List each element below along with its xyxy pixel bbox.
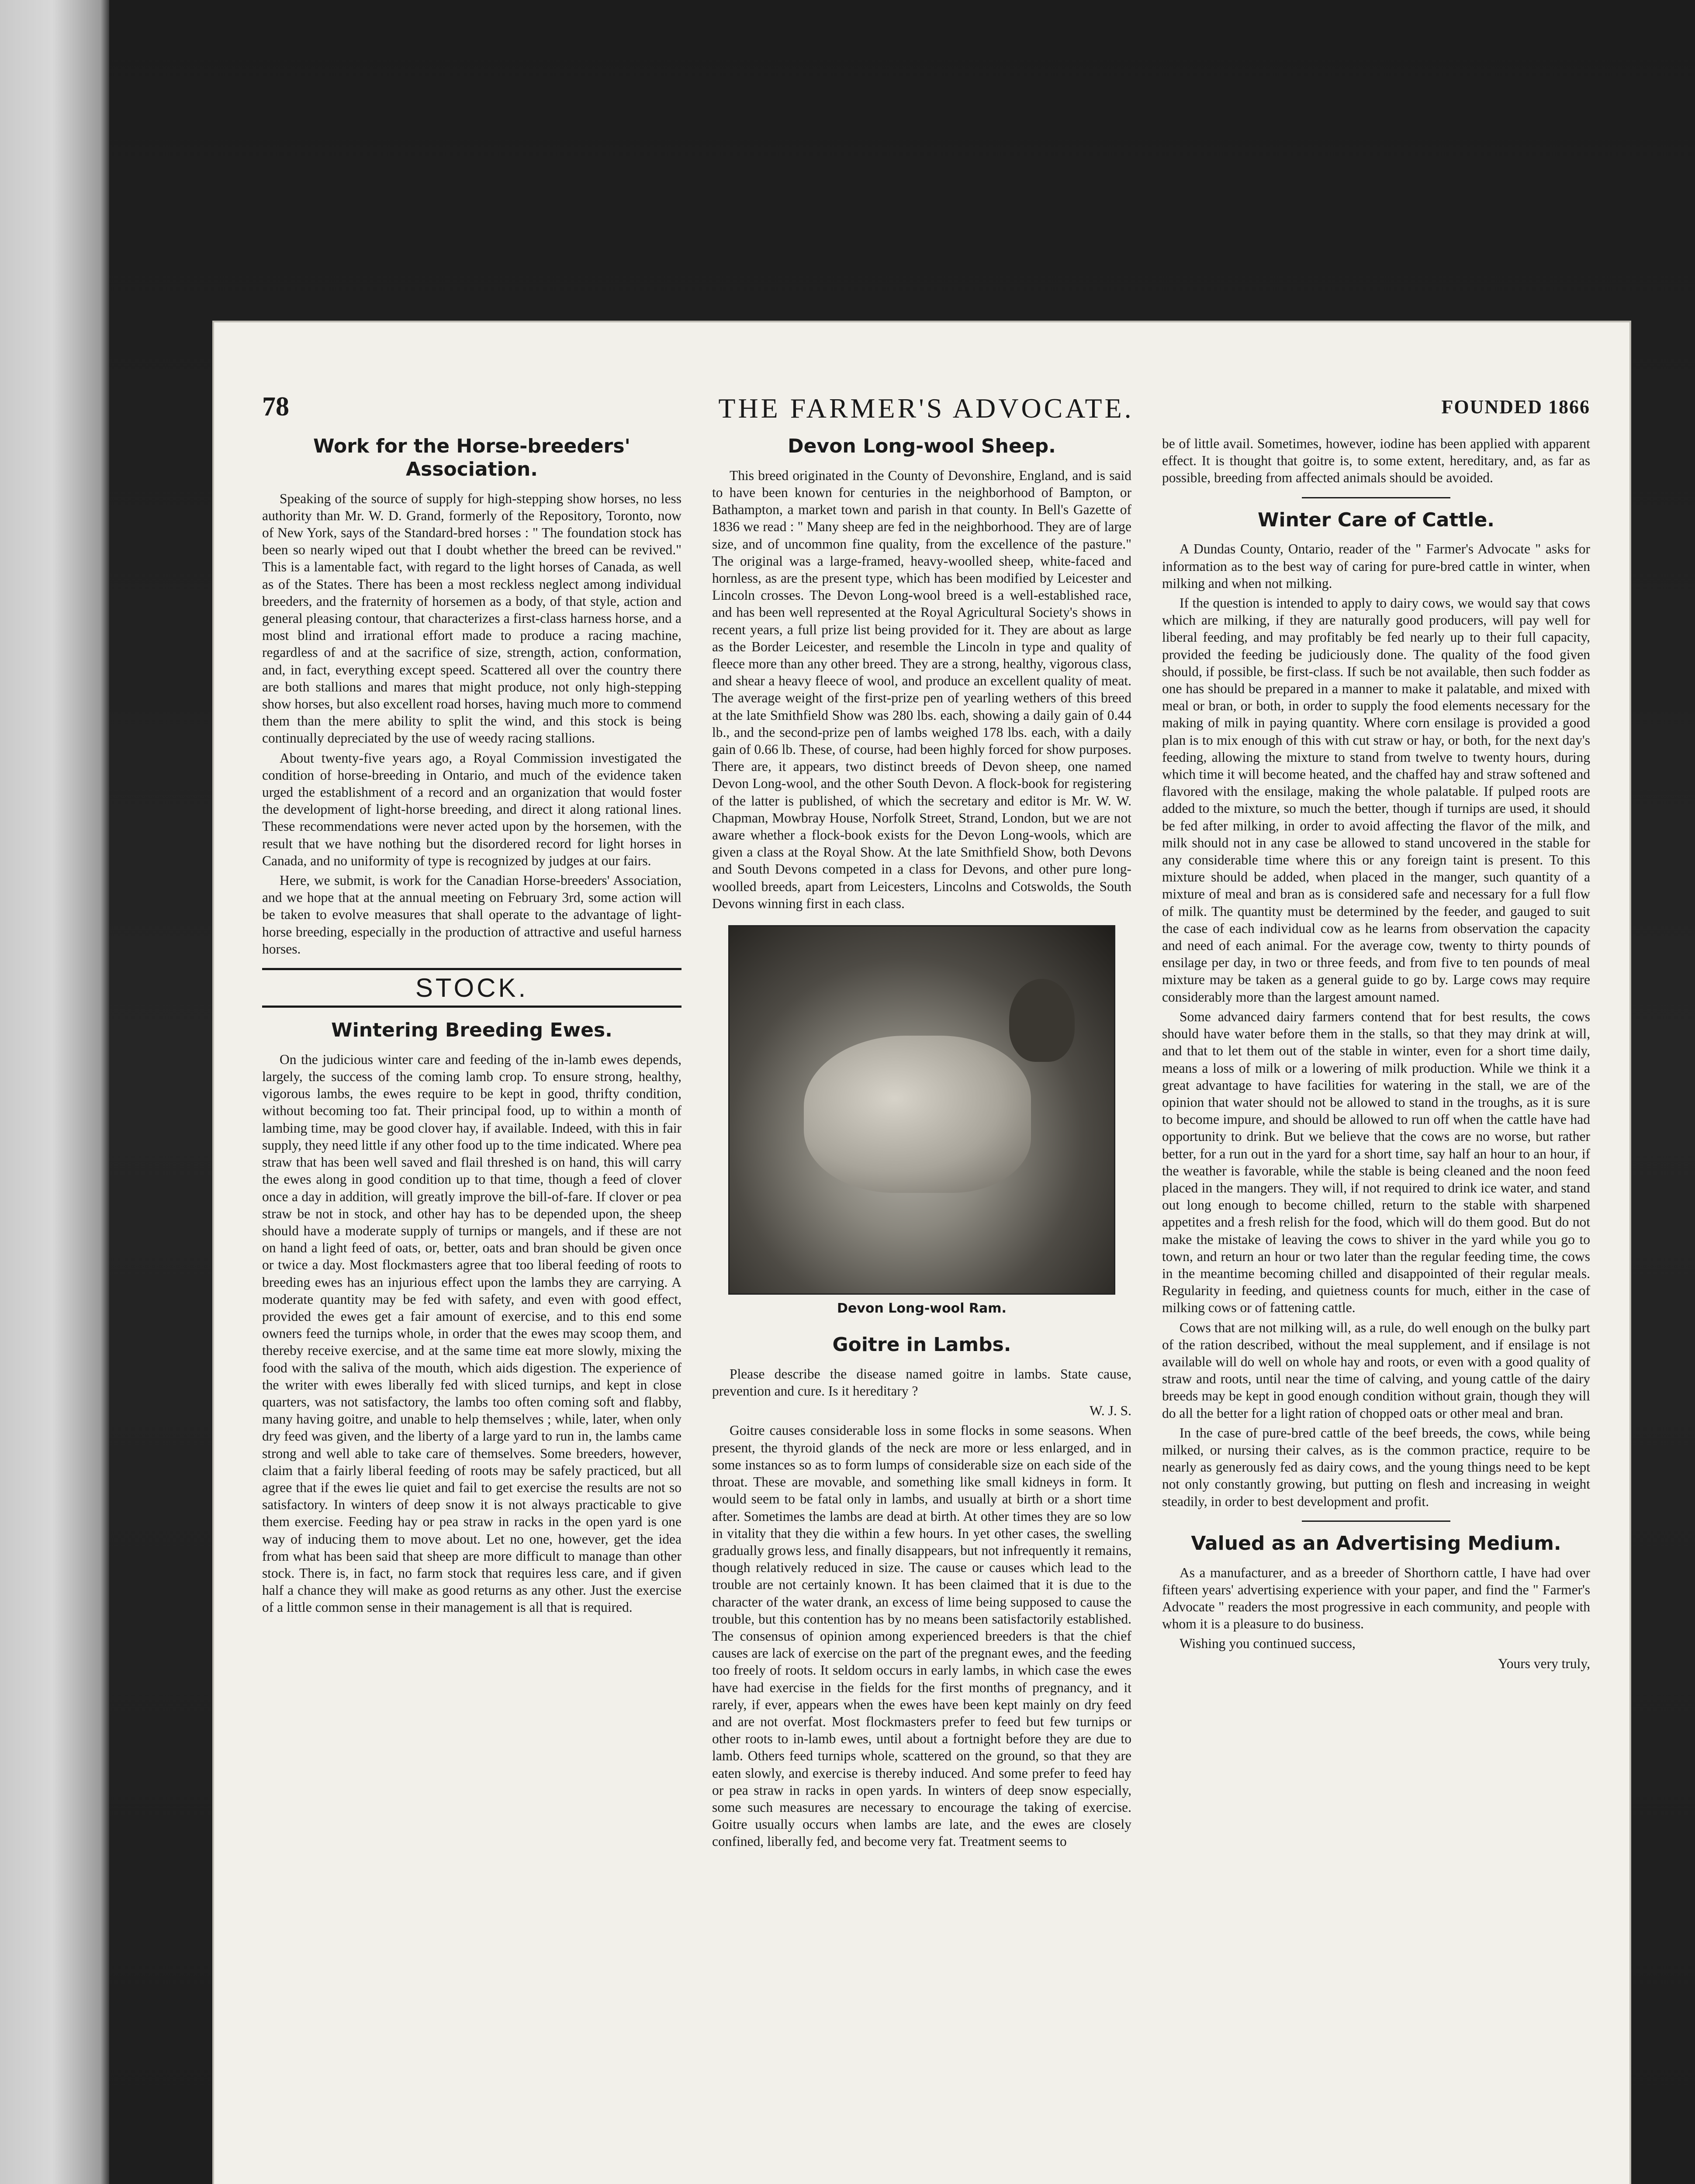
sheep-head-shape — [1009, 979, 1075, 1062]
masthead — [262, 391, 1590, 426]
article-title-goitre: Goitre in Lambs. — [832, 1334, 1011, 1356]
paragraph: Goitre causes considerable loss in some flocks in some seasons. When present, the thyroid glands of the neck are more or less enlarged, and in some instances so as to form lumps of considerable size on each side of the throat. These are movable, and something like small kidneys in form. It would seem to be fatal only in lambs, and usually at birth or a short time after. Sometimes the lambs are dead at birth. At other times they are so low in vitality that they die within a few hours. In yet other cases, the swelling gradually grows less, and finally disappears, but not infrequently it remains, though relatively reduced in size. The cause or causes which lead to the trouble are not certainly known. It has been claimed that it is due to the character of the water drank, an excess of lime being supposed to cause the trouble, but this contention has by no means been satisfactorily established. The consensus of opinion among experienced breeders is that the chief causes are lack of exercise on the part of the pregnant ewes, and the feeding too freely of roots. It seldom occurs in early lambs, in which case the ewes have had exercise in the fields for the first months of pregnancy, and it rarely, if ever, appears when the ewes have been kept mainly on dry feed and are not overfat. Most flockmasters prefer to feed but few turnips or other roots to in-lamb ewes, until about a fortnight before they are due to lamb. Others feed turnips whole, scattered on the ground, so that they are eaten slowly, and exercise is thereby induced. And some prefer to feed hay or pea straw in racks in open yards. In winters of deep snow especially, some such measures are necessary to encourage the taking of exercise. Goitre usually occurs when lambs are late, and the ewes are closely confined, liberally fed, and become very fat. Treatment seems to — [712, 1423, 1131, 1849]
column-2 — [712, 435, 1131, 1853]
article-title-winter-cattle: Winter Care of Cattle. — [1257, 508, 1495, 531]
article-title-devon-sheep: Devon Long-wool Sheep. — [788, 435, 1056, 457]
article-title-horse-breeders: Work for the Horse-breeders' Association. — [313, 435, 630, 480]
newspaper-page — [214, 322, 1629, 2184]
paragraph: As a manufacturer, and as a breeder of Shorthorn cattle, I have had over fifteen years' advertising experience with your paper, and find the " Farmer's Advocate " readers the most progressive in each community, and people with whom it is a pleasure to do business. — [1162, 1565, 1590, 1632]
column-1 — [262, 435, 681, 1619]
divider — [1302, 497, 1450, 498]
ram-photo — [728, 925, 1115, 1295]
paragraph: Here, we submit, is work for the Canadian Horse-breeders' Association, and we hope that at the annual meeting on February 3rd, some action will be taken to evolve measures that shall operate to the advantage of light-horse breeding, especially in the production of attractive and useful harness horses. — [262, 873, 681, 957]
divider — [1302, 1521, 1450, 1522]
masthead-title: THE FARMER'S ADVOCATE. — [718, 393, 1134, 424]
paragraph: Speaking of the source of supply for high-stepping show horses, no less authority than Mr. W. D. Grand, formerly of the Repository, Toronto, now of New York, says of the Standard-bred horses : " The foundation stock has been so nearly wiped out that I doubt whether the breed can be revived." This is a lamentable fact, with regard to the light horses of Canada, as well as of the States. There has been a most reckless neglect among individual breeders, and the fraternity of horsemen as a body, of that style, action and general pleasing contour, that characterizes a first-class harness horse, and a most blind and irrational effort made to produce a racing machine, regardless of and at the sacrifice of size, strength, action, conformation, and, in fact, everything except speed. Scattered all over the country there are both stallions and mares that might produce, not only high-stepping show horses, but also excellent road horses, having much more to commend them than the mere ability to split the wind, and this stock is being continually depreciated by the use of weedy racing stallions. — [262, 491, 681, 746]
paragraph-continued: be of little avail. Sometimes, however, iodine has been applied with apparent effect. It is thought that goitre is, to some extent, hereditary, and, as far as possible, breeding from affected animals should be avoided. — [1162, 436, 1590, 486]
paragraph: Wishing you continued success, — [1180, 1636, 1356, 1652]
paragraph: In the case of pure-bred cattle of the beef breeds, the cows, while being milked, or nursing their calves, as is the common practice, require to be nearly as generously fed as dairy cows, and the young things need to be kept not only constantly growing, but putting on flesh and increasing in weight steadily, in order to best development and profit. — [1162, 1425, 1590, 1509]
paragraph: On the judicious winter care and feeding of the in-lamb ewes depends, largely, the success of the coming lamb crop. To ensure strong, healthy, vigorous lambs, the ewes require to be kept in good, thrifty condition, without becoming too fat. Their principal food, up to within a month of lambing time, may be good clover hay, if available. Indeed, with this in fair supply, they need little if any other food up to the time indicated. Where pea straw that has been well saved and flail threshed is on hand, this will carry the ewes along in good condition up to that time, though a feed of clover once a day in addition, will greatly improve the bill-of-fare. If clover or pea straw be not in stock, and other hay has to be depended upon, the sheep should have a moderate supply of turnips or mangels, and if these are not on hand a light feed of oats, or, better, oats and bran should be given once or twice a day. Most flockmasters agree that too liberal feeding of roots to breeding ewes has an injurious effect upon the lambs they are carrying. A moderate quantity may be fed with safety, and even with good effect, provided the ewes get a fair amount of exercise, and to this end some owners feed the turnips whole, in order that the ewes may scoop them, and thereby receive exercise, and at the same time eat more slowly, mixing the food with the saliva of the mouth, which aids digestion. The experience of the writer with ewes liberally fed with sliced turnips, and kept in close quarters, was not satisfactory, the lambs too often coming soft and flabby, many having goitre, and unable to help themselves ; while, later, when only dry feed was given, and the liberty of a large yard to run in, the lambs came strong and well able to take care of themselves. Some breeders, however, claim that a fairly liberal feeding of roots may be safely practiced, but all agree that if the ewes lie quiet and fail to get exercise the results are not so satisfactory. In winters of deep snow it is not always practicable to give them exercise. Feeding hay or pea straw in racks in the open yard is one way of inducing them to move about. Let no one, however, get the idea from what has been said that sheep are more difficult to manage than other stock. There is, in fact, no farm stock that requires less care, and if given half a chance they will make as good returns as any other. Just the exercise of a little common sense in their management is all that is required. — [262, 1051, 681, 1615]
film-edge-light — [0, 0, 109, 2184]
article-title-wintering-ewes: Wintering Breeding Ewes. — [331, 1019, 612, 1042]
founded-label: FOUNDED 1866 — [1441, 396, 1590, 418]
paragraph: This breed originated in the County of Devonshire, England, and is said to have been known for centuries in the neighborhood of Bampton, or Bathampton, a market town and parish in that county. In Bell's Gazette of 1836 we read : " Many sheep are fed in the neighborhood. They are of large size, and of uncommon fine quality, from the excellence of the pasture." The original was a large-framed, heavy-woolled sheep, white-faced and hornless, as are the present type, which has been modified by Leicester and Lincoln crosses. The Devon Long-wool breed is a well-established race, and has been well represented at the Royal Agricultural Society's shows in recent years, a full prize list being provided for it. They are about as large as the Border Leicester, and resemble the Lincoln in type and quality of fleece more than any other breed. They are a strong, healthy, vigorous class, and shear a heavy fleece of wool, and produce an excellent quality of meat. The average weight of the first-prize pen of yearling wethers of this breed at the late Smithfield Show was 280 lbs. each, showing a daily gain of 0.44 lb., and the second-prize pen of lambs weighed 178 lbs. each, with a daily gain of 0.66 lb. These, of course, had been highly forced for show purposes. There are, it appears, two distinct breeds of Devon sheep, one named Devon Long-wool, and the other South Devon. A flock-book for registering of the latter is published, of which the secretary and editor is Mr. W. W. Chapman, Mowbray House, Norfolk Street, Strand, London, but we are not aware whether a flock-book exists for the Devon Long-wools, which are given a class at the Royal Show. At the late Smithfield Show, both Devons and South Devons competed in a class for Devons, and other pure long-woolled breeds, apart from Leicesters, Lincolns and Cotswolds, the South Devons winning first in each class. — [712, 467, 1131, 911]
sheep-body-shape — [804, 1036, 1031, 1193]
paragraph: Some advanced dairy farmers contend that for best results, the cows should have water before them in the stalls, so that they may drink at will, and that to let them out of the stable in winter, even for a short time daily, means a loss of milk or a lowering of milk production. While we think it a great advantage to have facilities for watering in the stall, we are of the opinion that water should not be allowed to stand in the troughs, as it is sure to become impure, and should be allowed to run off when the cattle have had opportunity to drink. But we believe that the cows are no worse, but rather better, for a run out in the yard for a short time, say half an hour to an hour, if the weather is favorable, while the stable is being cleaned and the noon feed placed in the mangers. They will, if not required to drink ice water, and stand out long enough to become chilled, return to the stable with sharpened appetites and a fresh relish for the food, which will do them good. But do not make the mistake of leaving the cows to shiver in the yard while you go to town, and return an hour or two later than the regular feeding time, the cows in the meantime becoming chilled and disappointed of their regular meals. Regularity in feeding, and quietness counts for much, either in the case of milking cows or of fattening cattle. — [1162, 1009, 1590, 1316]
photo-caption: Devon Long-wool Ram. — [837, 1301, 1007, 1317]
page-number: 78 — [262, 392, 289, 422]
column-3 — [1162, 435, 1590, 1675]
paragraph: Cows that are not milking will, as a rule, do well enough on the bulky part of the ration described, without the meal supplement, and if ensilage is not available will do well on whole hay and roots, or even with a good quality of straw and roots, until near the time of calving, and young cattle of the dairy breeds may be kept in good enough condition without grain, though they will do all the better for a light ration of chopped oats or other meal and bran. — [1162, 1320, 1590, 1421]
query-signature: W. J. S. — [1090, 1403, 1131, 1419]
letter-closing: Yours very truly, — [1498, 1655, 1590, 1671]
article-title-advertising: Valued as an Advertising Medium. — [1191, 1532, 1561, 1555]
paragraph: About twenty-five years ago, a Royal Commission investigated the condition of horse-breeding in Ontario, and much of the evidence taken urged the establishment of a record and an organization that would foster the development of light-horse breeding, and direct it along rational lines. These recommendations were never acted upon by the horsemen, with the result that we have nothing but the disordered record for light horses in Canada, and no uniformity of type is recognized by judges at our fairs. — [262, 750, 681, 868]
paragraph: A Dundas County, Ontario, reader of the " Farmer's Advocate " asks for information as to the best way of caring for pure-bred cattle in winter, when milking and when not milking. — [1162, 541, 1590, 591]
paragraph: If the question is intended to apply to dairy cows, we would say that cows which are milking, if they are naturally good producers, will pay well for liberal feeding, and may profitably be fed nearly up to their full capacity, provided the feeding be judiciously done. The quality of the food given should, if possible, be first-class. If such be not available, then such fodder as one has should be prepared in a manner to make it palatable, and mixed with meal or bran, or both, in order to supply the food elements necessary for the making of milk in paying quantity. Where corn ensilage is provided a good plan is to mix enough of this with cut straw or hay, or both, for the next day's feeding, allowing the mixture to stand from twelve to twenty hours, during which time it will become heated, and the chaffed hay and straw softened and flavored with the ensilage, making the whole palatable. If pulped roots are added to the mixture, so much the better, though if turnips are used, it should be fed after milking, in order to avoid affecting the flavor of the milk, and milk should not in any case be allowed to stand uncovered in the stable for any considerable time where this or any foreign taint is present. To this mixture should be added, when placed in the manger, such quantity of a mixture of meal and bran as is considered safe and necessary for a full flow of milk. The quantity must be determined by the feeder, and gauged to suit the case of each individual cow as he learns from observation the capacity and need of each animal. For the average cow, twenty to thirty pounds of ensilage per day, in two or three feeds, and from five to ten pounds of meal mixture may be taken as a general guide to go by. Large cows may require considerably more than the largest amount named. — [1162, 595, 1590, 1005]
section-heading-stock: STOCK. — [262, 968, 681, 1008]
reader-query: Please describe the disease named goitre in lambs. State cause, prevention and cure. Is it hereditary ? — [712, 1366, 1131, 1399]
